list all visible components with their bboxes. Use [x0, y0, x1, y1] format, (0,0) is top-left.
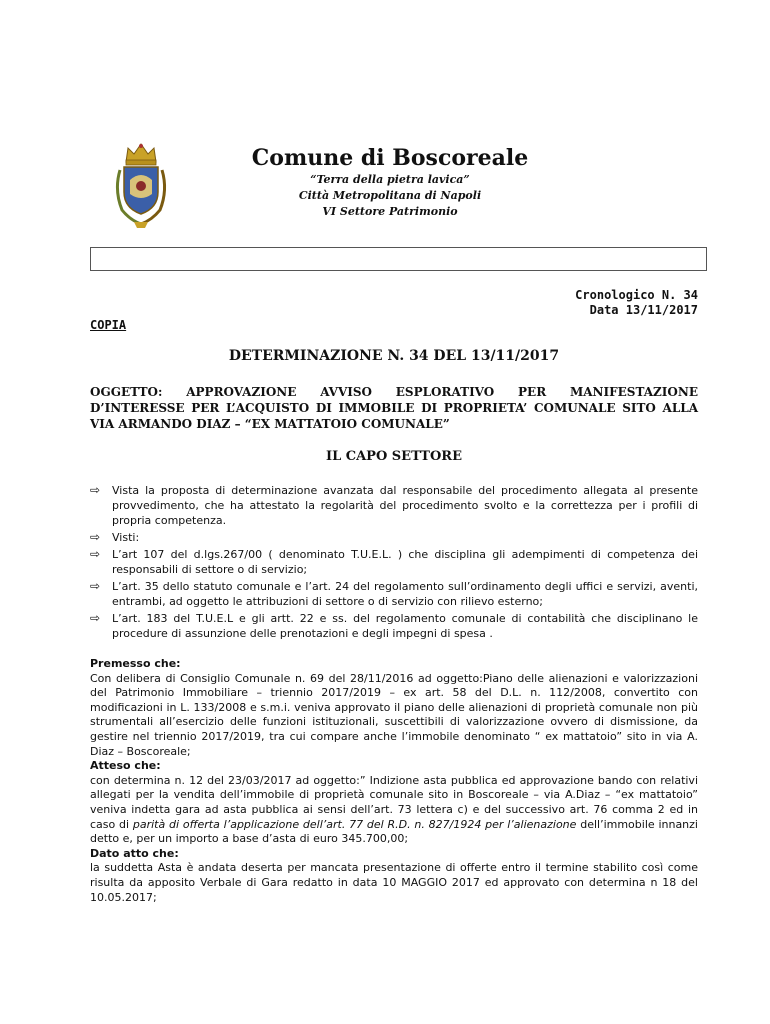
atteso-italic-text: parità di offerta l’applicazione dell’art. 77 del R.D. n. 827/1924 per l’alienazione [132, 817, 577, 831]
document-body [90, 657, 698, 905]
list-item: ⇨ L’art. 35 dello statuto comunale e l’art. 24 del regolamento sull’ordinamento degli uffici e servizi, aventi, entrambi, ad oggetto le attribuzioni di settore o di servizio con rilievo esterno; [90, 579, 698, 608]
chronological-reference [575, 288, 698, 318]
list-item: ⇨ L’art 107 del d.lgs.267/00 ( denominato T.U.E.L. ) che disciplina gli adempimenti di competenza dei responsabili di settore o di servizio; [90, 547, 698, 576]
list-item: ⇨ L’art. 183 del T.U.E.L e gli artt. 22 e ss. del regolamento comunale di contabilità che disciplinano le procedure di assunzione delle prenotazioni e degli impegni di spesa . [90, 611, 698, 640]
subject-line-1 [90, 384, 698, 400]
subject-label: OGGETTO: [90, 385, 163, 399]
subject-line-3: VIA ARMANDO DIAZ – “EX MATTATOIO COMUNALE” [90, 417, 450, 431]
atteso-text: con determina n. 12 del 23/03/2017 ad oggetto:” Indizione asta pubblica ed approvazione bando con relativi allegati per la vendita dell’immobile di proprietà comunale sito in Boscoreale – via A.Diaz – “ex mattatoio” veniva indetta gara ad asta pubblica ai sensi dell’art. 73 lettera c) e del successivo art. 76 comma 2 ed in caso di parità di offerta l’applicazione dell’art. 77 del R.D. n. 827/1924 per l’alienazione dell’immobile innanzi detto e, per un importo a base d’asta di euro 345.700,00; [90, 773, 698, 846]
arrow-right-icon: ⇨ [90, 547, 101, 561]
premesso-text: Con delibera di Consiglio Comunale n. 69 del 28/11/2016 ad oggetto:Piano delle alienazioni e valorizzazioni del Patrimonio Immobiliare – triennio 2017/2019 – ex art. 58 del D.L. n. 112/2008, convertito con modificazioni in L. 133/2008 e s.m.i. veniva approvato il piano delle alienazioni di proprietà comunale non più strumentali all’esercizio delle funzioni istituzionali, suscettibili di valorizzazione ovvero di dismissione, da gestire nel triennio 2017/2019, tra cui compare anche l’immobile denominato “ ex mattatoio” sito in via A. Diaz – Boscoreale; [90, 671, 698, 758]
letterhead [190, 144, 590, 220]
atteso-heading: Atteso che: [90, 759, 161, 773]
metropolitan-city: Città Metropolitana di Napoli [298, 189, 482, 202]
municipality-title: Comune di Boscoreale [251, 145, 529, 171]
arrow-right-icon: ⇨ [90, 483, 101, 497]
empty-frame [90, 247, 707, 271]
subject-text-1: APPROVAZIONE AVVISO ESPLORATIVO PER MANIFESTAZIONE [162, 385, 698, 399]
subject-block [90, 384, 698, 432]
copy-label: COPIA [90, 318, 127, 332]
list-item: ⇨ Visti: [90, 530, 140, 544]
coat-of-arms-icon [110, 140, 172, 230]
chronological-number: Cronologico N. 34 [575, 288, 698, 302]
premesso-heading: Premesso che: [90, 657, 181, 670]
arrow-right-icon: ⇨ [90, 530, 101, 544]
list-item: ⇨ Vista la proposta di determinazione avanzata dal responsabile del procedimento allegata al presente provvedimento, che ha attestato la regolarità del procedimento svolto e la correttezza per i profili di propria competenza. [90, 483, 698, 527]
dato-atto-heading: Dato atto che: [90, 846, 179, 860]
municipality-motto: “Terra della pietra lavica” [310, 173, 470, 186]
sector-name: VI Settore Patrimonio [322, 205, 458, 218]
subject-line-2: D’INTERESSE PER L’ACQUISTO DI IMMOBILE DI PROPRIETA’ COMUNALE SITO ALLA [90, 401, 698, 415]
considerations-list [90, 483, 698, 643]
arrow-right-icon: ⇨ [90, 579, 101, 593]
document-date: Data 13/11/2017 [589, 303, 698, 317]
arrow-right-icon: ⇨ [90, 611, 101, 625]
dato-atto-text: la suddetta Asta è andata deserta per mancata presentazione di offerte entro il termine stabilito così come risulta da apposito Verbale di Gara redatto in data 10 MAGGIO 2017 ed approvato con determina n 18 del 10.05.2017; [90, 861, 698, 904]
sector-head-title: IL CAPO SETTORE [325, 449, 463, 464]
determination-title: DETERMINAZIONE N. 34 DEL 13/11/2017 [228, 348, 560, 364]
